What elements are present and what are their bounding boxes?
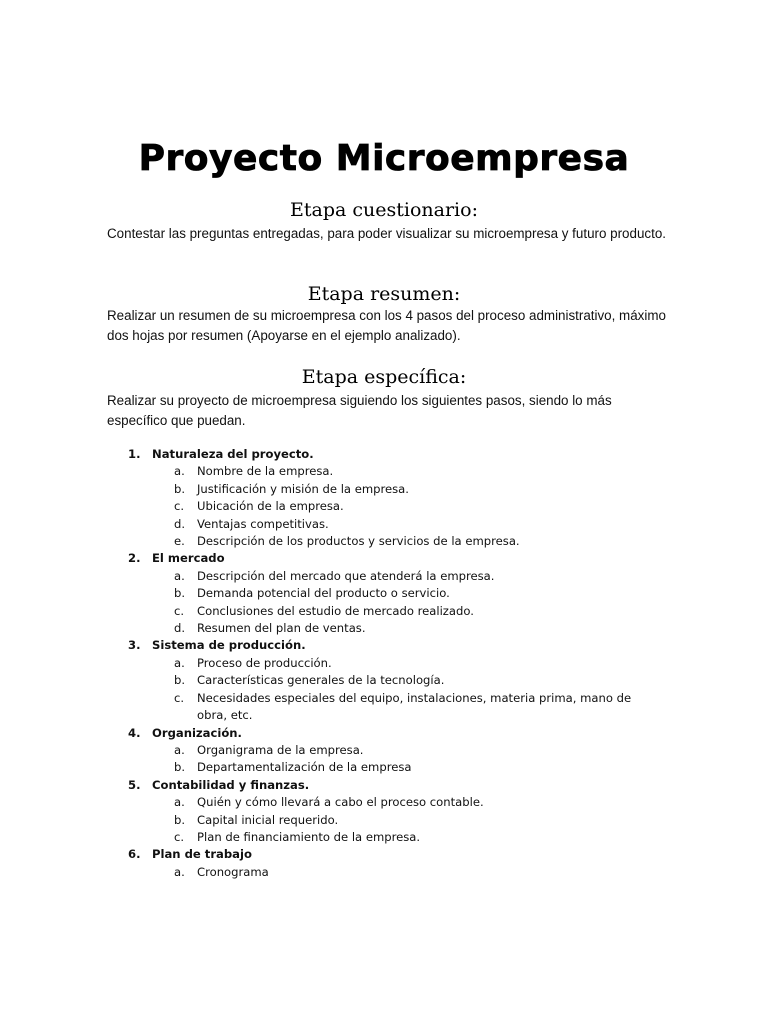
substep-letter: a.	[174, 795, 185, 810]
substep-item	[0, 794, 768, 811]
substep-letter: b.	[174, 760, 186, 775]
substep-letter: a.	[174, 464, 185, 479]
substep-item	[0, 498, 768, 515]
substep-text: Departamentalización de la empresa	[197, 760, 412, 775]
substep-text: Plan de financiamiento de la empresa.	[197, 829, 421, 844]
step-title: Naturaleza del proyecto.	[152, 447, 314, 461]
substep-letter: a.	[174, 742, 185, 757]
substep-item	[0, 759, 768, 776]
step-title: Plan de trabajo	[152, 847, 252, 862]
substep-text: Resumen del plan de ventas.	[197, 621, 366, 636]
steps-list	[0, 446, 768, 881]
paragraph-etapa-cuestionario: Contestar las preguntas entregadas, para poder visualizar su microempresa y futuro producto.	[107, 226, 666, 241]
substep-text: Conclusiones del estudio de mercado realizado.	[197, 603, 474, 618]
substep-item	[0, 864, 768, 881]
substep-text: Quién y cómo llevará a cabo el proceso contable.	[197, 795, 484, 810]
substep-letter: a.	[174, 655, 185, 670]
substep-item	[0, 812, 768, 829]
step-number: 2.	[128, 551, 141, 566]
substep-letter: c.	[174, 603, 185, 618]
step-number: 5.	[128, 777, 141, 792]
step-title: Organización.	[152, 725, 242, 740]
step-item	[0, 846, 768, 881]
substep-item	[0, 672, 768, 689]
substep-letter: c.	[174, 690, 185, 705]
substep-item	[0, 533, 768, 550]
substep-letter: a.	[174, 864, 185, 879]
substep-letter: b.	[174, 673, 186, 688]
substep-item	[0, 829, 768, 846]
step-number: 1.	[128, 447, 141, 461]
substep-letter: b.	[174, 812, 186, 827]
substep-item	[0, 655, 768, 672]
substep-item	[0, 463, 768, 480]
substep-item	[0, 742, 768, 759]
substep-text: Demanda potencial del producto o servicio.	[197, 586, 450, 601]
step-item	[0, 637, 768, 724]
substep-text: Descripción de los productos y servicios de la empresa.	[197, 534, 520, 549]
step-item	[0, 550, 768, 637]
paragraph-etapa-especifica: Realizar su proyecto de microempresa siguiendo los siguientes pasos, siendo lo más específico que puedan.	[107, 393, 612, 428]
step-item	[0, 446, 768, 550]
substep-letter: b.	[174, 586, 186, 601]
substep-text: Proceso de producción.	[197, 655, 332, 670]
substep-text: Características generales de la tecnología.	[197, 673, 445, 688]
heading-etapa-cuestionario: Etapa cuestionario:	[290, 199, 478, 221]
step-title: El mercado	[152, 551, 225, 566]
substep-item	[0, 620, 768, 637]
substep-text: Justificación y misión de la empresa.	[197, 481, 409, 496]
step-item	[0, 725, 768, 777]
substep-letter: a.	[174, 568, 185, 583]
substep-text: Ubicación de la empresa.	[197, 499, 344, 514]
step-title: Contabilidad y finanzas.	[152, 777, 310, 792]
step-number: 6.	[128, 847, 141, 862]
substep-letter: d.	[174, 516, 186, 531]
substep-text: Descripción del mercado que atenderá la empresa.	[197, 568, 495, 583]
substep-text: Necesidades especiales del equipo, instalaciones, materia prima, mano de obra, etc.	[197, 690, 632, 723]
substep-text: Organigrama de la empresa.	[197, 742, 364, 757]
paragraph-etapa-resumen: Realizar un resumen de su microempresa con los 4 pasos del proceso administrativo, máximo dos hojas por resumen (Apoyarse en el ejemplo analizado).	[107, 308, 666, 343]
substep-text: Nombre de la empresa.	[197, 464, 334, 479]
substep-item	[0, 585, 768, 602]
substep-letter: b.	[174, 481, 186, 496]
substep-item	[0, 690, 768, 725]
substep-item	[0, 603, 768, 620]
substep-letter: c.	[174, 829, 185, 844]
substep-letter: e.	[174, 534, 185, 549]
step-title: Sistema de producción.	[152, 638, 306, 653]
heading-etapa-especifica: Etapa específica:	[301, 366, 467, 388]
substep-letter: c.	[174, 499, 185, 514]
substep-text: Cronograma	[197, 864, 269, 879]
step-number: 3.	[128, 638, 141, 653]
heading-etapa-resumen: Etapa resumen:	[307, 283, 461, 305]
substep-text: Ventajas competitivas.	[197, 516, 329, 531]
document-title: Proyecto Microempresa	[138, 138, 630, 179]
substep-letter: d.	[174, 621, 186, 636]
substep-item	[0, 568, 768, 585]
substep-text: Capital inicial requerido.	[197, 812, 339, 827]
step-item	[0, 777, 768, 847]
substep-item	[0, 516, 768, 533]
substep-item	[0, 481, 768, 498]
step-number: 4.	[128, 725, 141, 740]
